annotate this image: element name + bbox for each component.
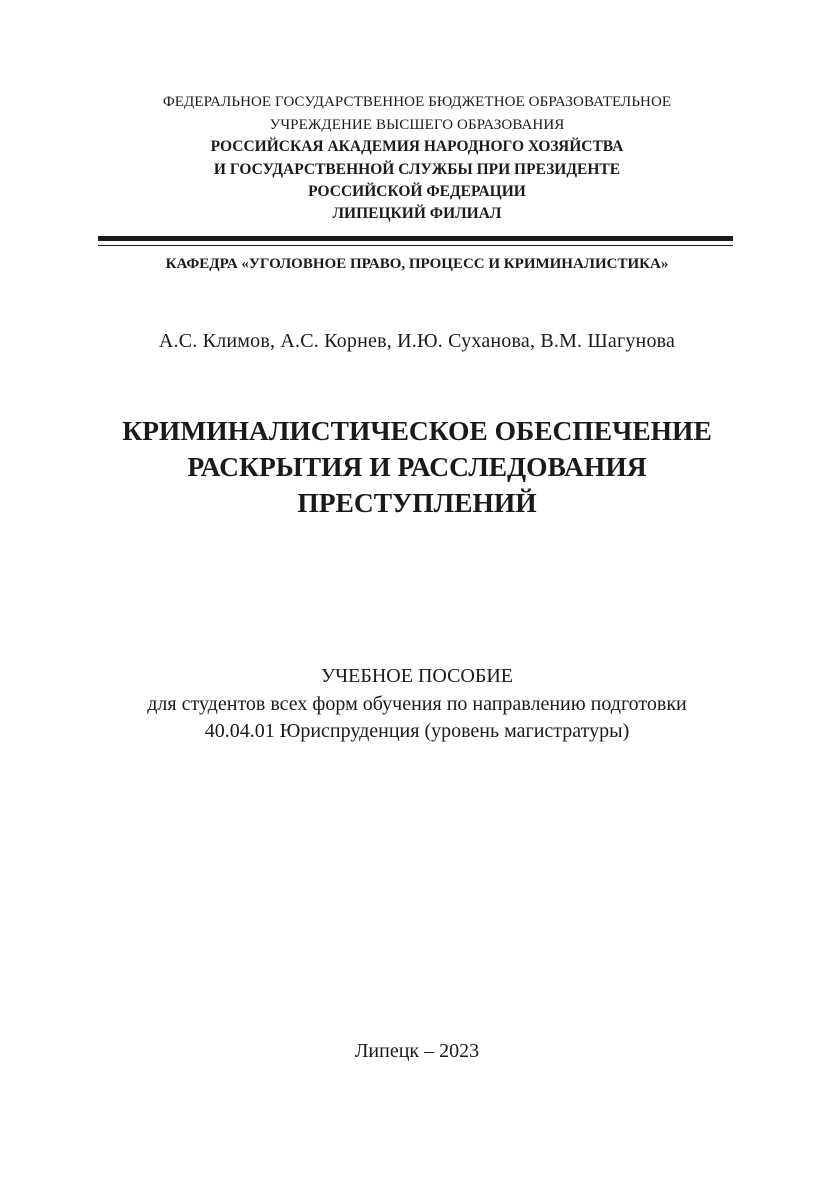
department: КАФЕДРА «УГОЛОВНОЕ ПРАВО, ПРОЦЕСС И КРИМИНАЛИСТИКА»: [165, 256, 669, 272]
header-bold-line-2: И ГОСУДАРСТВЕННОЙ СЛУЖБЫ ПРИ ПРЕЗИДЕНТЕ: [213, 161, 621, 178]
header-line-2: УЧРЕЖДЕНИЕ ВЫСШЕГО ОБРАЗОВАНИЯ: [269, 117, 565, 133]
header-divider-thin: [98, 245, 733, 246]
title-line-2: РАСКРЫТИЯ И РАССЛЕДОВАНИЯ: [187, 451, 647, 482]
header-bold-line-1: РОССИЙСКАЯ АКАДЕМИЯ НАРОДНОГО ХОЗЯЙСТВА: [210, 138, 624, 155]
title-line-1: КРИМИНАЛИСТИЧЕСКОЕ ОБЕСПЕЧЕНИЕ: [122, 415, 712, 446]
title-line-3: ПРЕСТУПЛЕНИЙ: [297, 487, 537, 518]
header-bold-line-3: РОССИЙСКОЙ ФЕДЕРАЦИИ: [308, 183, 526, 200]
header-bold-line-4: ЛИПЕЦКИЙ ФИЛИАЛ: [332, 205, 502, 222]
header-line-1: ФЕДЕРАЛЬНОЕ ГОСУДАРСТВЕННОЕ БЮДЖЕТНОЕ ОБРАЗОВАТЕЛЬНОЕ: [162, 94, 672, 110]
header-divider-thick: [98, 236, 733, 241]
subtitle-line-2: для студентов всех форм обучения по направлению подготовки: [147, 693, 687, 715]
city-year: Липецк – 2023: [354, 1040, 480, 1062]
subtitle-line-1: УЧЕБНОЕ ПОСОБИЕ: [320, 665, 514, 687]
authors: А.С. Климов, А.С. Корнев, И.Ю. Суханова, В.М. Шагунова: [158, 330, 676, 352]
subtitle-line-3: 40.04.01 Юриспруденция (уровень магистратуры): [204, 720, 630, 742]
